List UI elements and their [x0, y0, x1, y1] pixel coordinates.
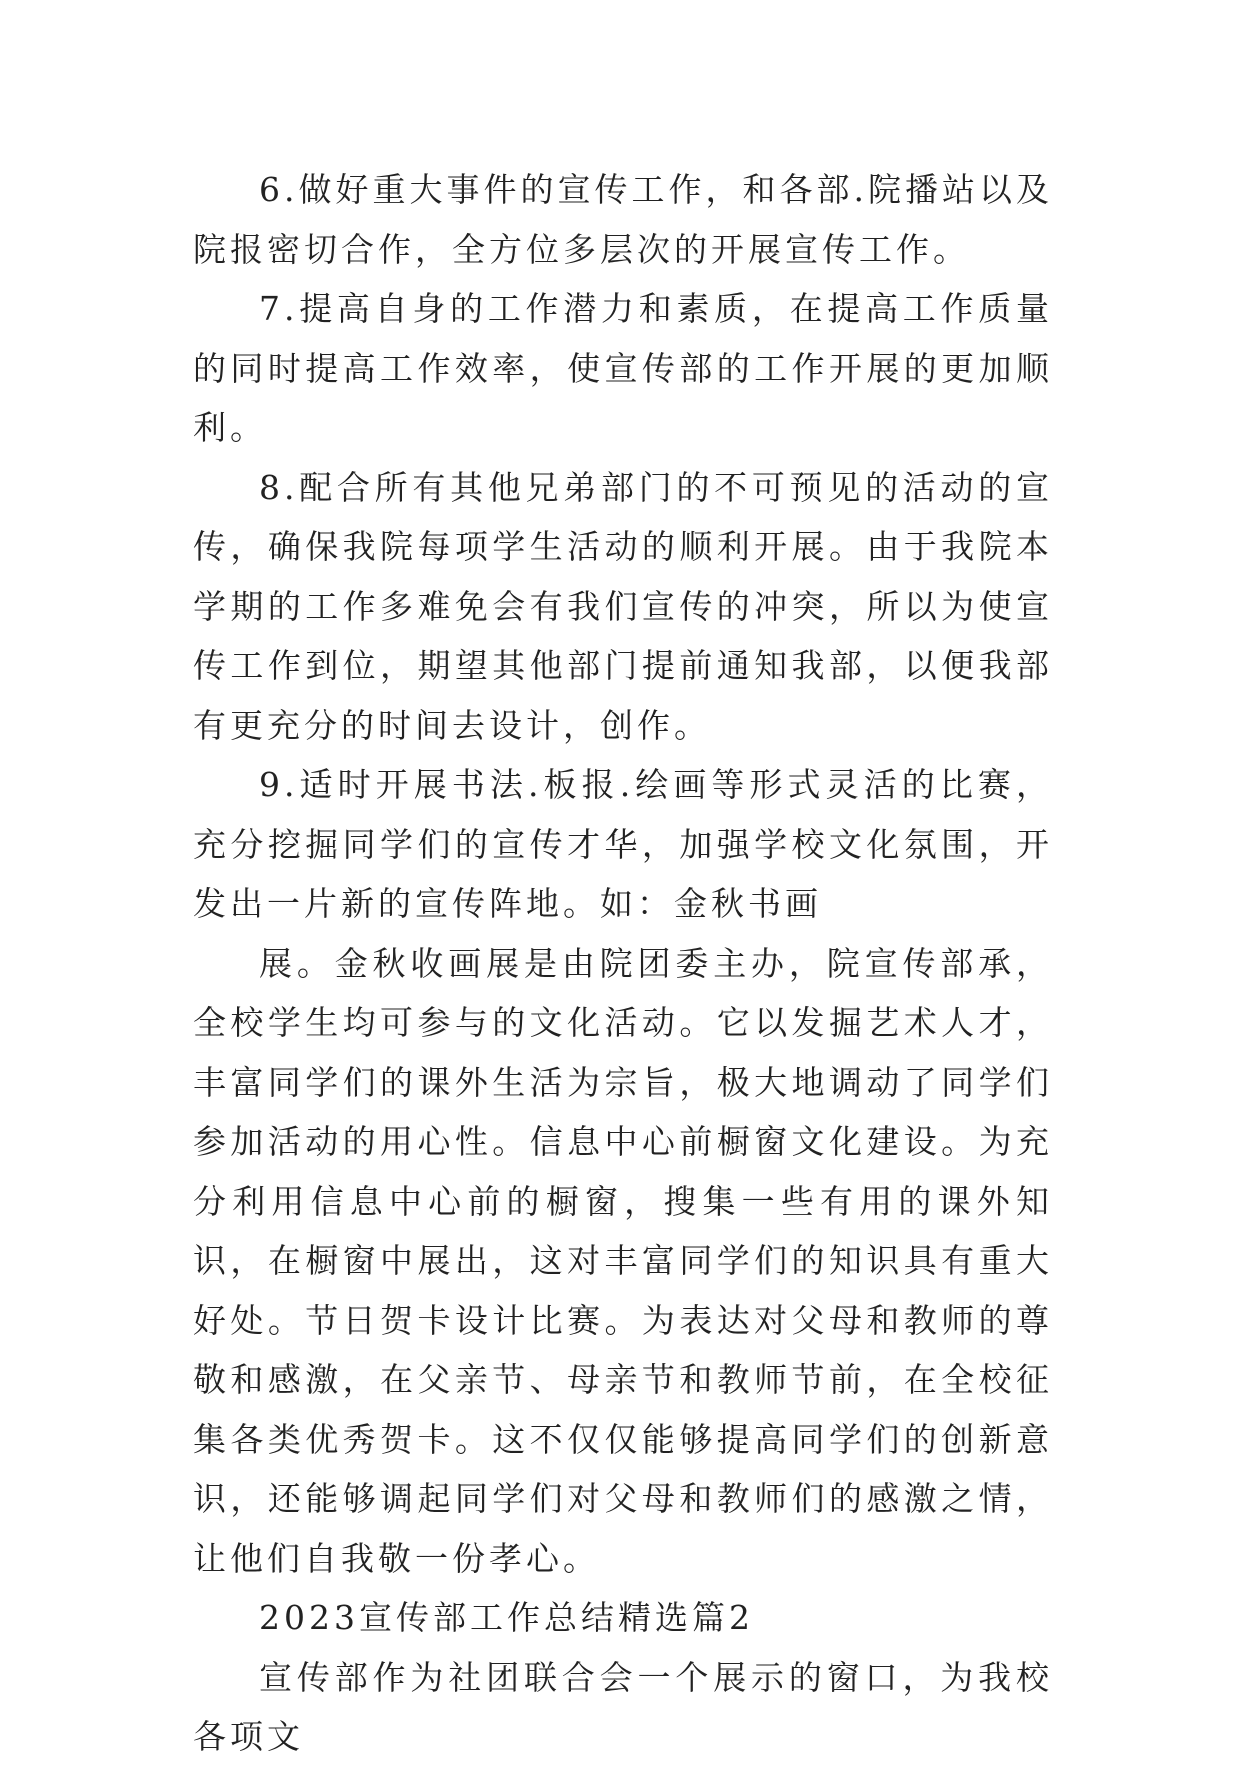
paragraph-exhibition: 展。金秋收画展是由院团委主办，院宣传部承，全校学生均可参与的文化活动。它以发掘艺术人才，丰富同学们的课外生活为宗旨，极大地调动了同学们参加活动的用心性。信息中心前橱窗文化建设。为充分利用信息中心前的橱窗，搜集一些有用的课外知识，在橱窗中展出，这对丰富同学们的知识具有重大好处。节日贺卡设计比赛。为表达对父母和教师的尊敬和感激，在父亲节、母亲节和教师节前，在全校征集各类优秀贺卡。这不仅仅能够提高同学们的创新意识，还能够调起同学们对父母和教师们的感激之情，让他们自我敬一份孝心。 [193, 943, 1053, 1578]
paragraph-item-9: 9.适时开展书法.板报.绘画等形式灵活的比赛，充分挖掘同学们的宣传才华，加强学校文化氛围，开发出一片新的宣传阵地。如：金秋书画 [193, 765, 1053, 923]
paragraph-item-6: 6.做好重大事件的宣传工作，和各部.院播站以及院报密切合作，全方位多层次的开展宣传工作。 [193, 170, 1053, 269]
section-heading: 2023宣传部工作总结精选篇2 [259, 1598, 754, 1637]
paragraph-item-7: 7.提高自身的工作潜力和素质，在提高工作质量的同时提高工作效率，使宣传部的工作开展的更加顺利。 [193, 289, 1053, 447]
paragraph-item-8: 8.配合所有其他兄弟部门的不可预见的活动的宣传，确保我院每项学生活动的顺利开展。由于我院本学期的工作多难免会有我们宣传的冲突，所以为使宣传工作到位，期望其他部门提前通知我部，以便我部有更充分的时间去设计，创作。 [193, 467, 1053, 745]
paragraph-intro: 宣传部作为社团联合会一个展示的窗口，为我校各项文 [193, 1657, 1053, 1756]
body-text [193, 160, 1053, 1767]
